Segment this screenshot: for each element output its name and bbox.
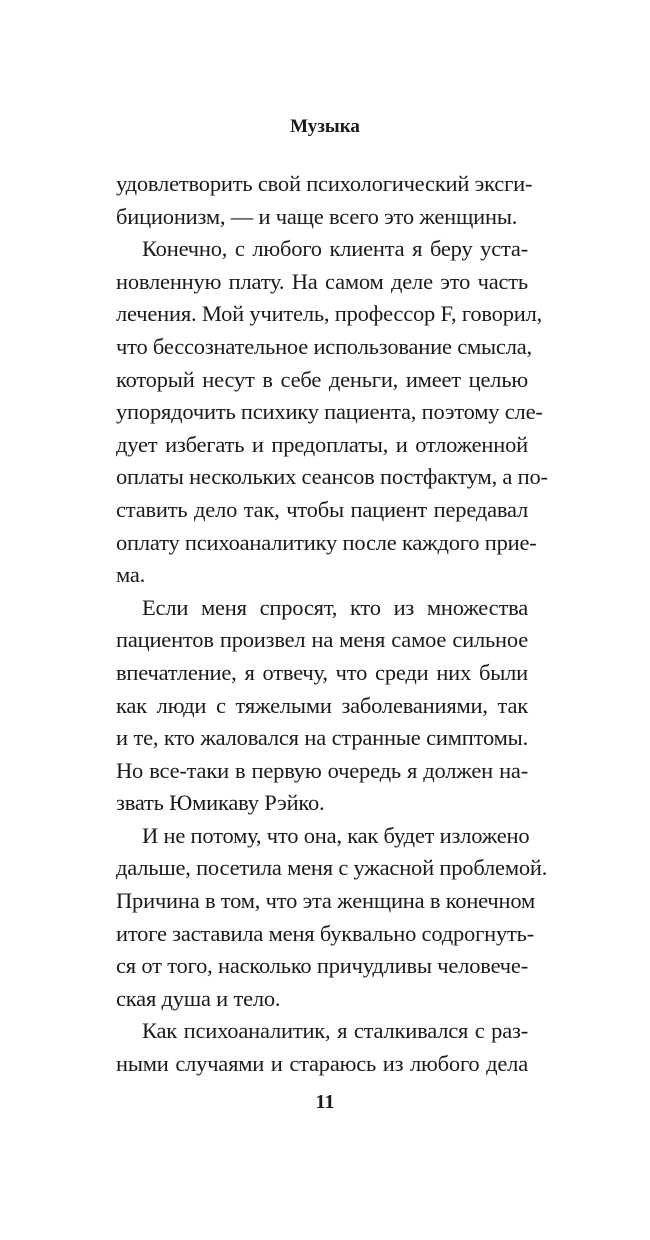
paragraph-end-line: звать Юмикаву Рэйко. bbox=[116, 790, 325, 816]
text-line: лечения. Мой учитель, профессор F, говорил, bbox=[116, 301, 543, 327]
paragraph-first-line: Конечно, с любого клиента я беру уста- bbox=[142, 236, 528, 262]
body-text bbox=[116, 168, 548, 1081]
page-number: 11 bbox=[315, 1091, 335, 1113]
text-line: итоге заставила меня буквально содрогнуть- bbox=[116, 920, 535, 946]
text-line: новленную плату. На самом деле это часть bbox=[116, 268, 528, 294]
paragraph-first-line: И не потому, что она, как будет изложено bbox=[142, 822, 530, 848]
text-line: что бессознательное использование смысла, bbox=[116, 333, 532, 359]
text-line: оплату психоаналитику после каждого прие- bbox=[116, 529, 537, 555]
text-line: и те, кто жаловался на странные симптомы. bbox=[116, 725, 528, 751]
text-line: упорядочить психику пациента, поэтому сле- bbox=[116, 399, 543, 425]
text-line: впечатление, я отвечу, что среди них были bbox=[116, 659, 528, 685]
paragraph-end-line: биционизм, — и чаще всего это женщины. bbox=[116, 203, 518, 229]
text-line: пациентов произвел на меня самое сильное bbox=[116, 627, 528, 653]
text-line: который несут в себе деньги, имеет целью bbox=[116, 366, 528, 392]
paragraph-first-line: Как психоаналитик, я сталкивался с раз- bbox=[142, 1018, 528, 1044]
text-line: Но все-таки в первую очередь я должен на- bbox=[116, 757, 528, 783]
text-line: дальше, посетила меня с ужасной проблемой. bbox=[116, 855, 548, 881]
text-line: как люди с тяжелыми заболеваниями, так bbox=[116, 692, 528, 718]
text-line: ставить дело так, чтобы пациент передавал bbox=[116, 496, 528, 522]
text-line: ся от того, насколько причудливы человече- bbox=[116, 953, 528, 979]
text-line: дует избегать и предоплаты, и отложенной bbox=[116, 431, 528, 457]
text-line: ными случаями и стараюсь из любого дела bbox=[116, 1051, 528, 1077]
text-line: Причина в том, что эта женщина в конечном bbox=[116, 888, 536, 914]
paragraph-end-line: ма. bbox=[116, 562, 146, 588]
paragraph-first-line: Если меня спросят, кто из множества bbox=[142, 594, 528, 620]
paragraph-end-line: ская душа и тело. bbox=[116, 985, 281, 1011]
text-line: оплаты нескольких сеансов постфактум, а по- bbox=[116, 464, 548, 490]
text-line: удовлетворить свой психологический эксги- bbox=[116, 171, 533, 196]
running-head: Музыка bbox=[290, 116, 360, 137]
